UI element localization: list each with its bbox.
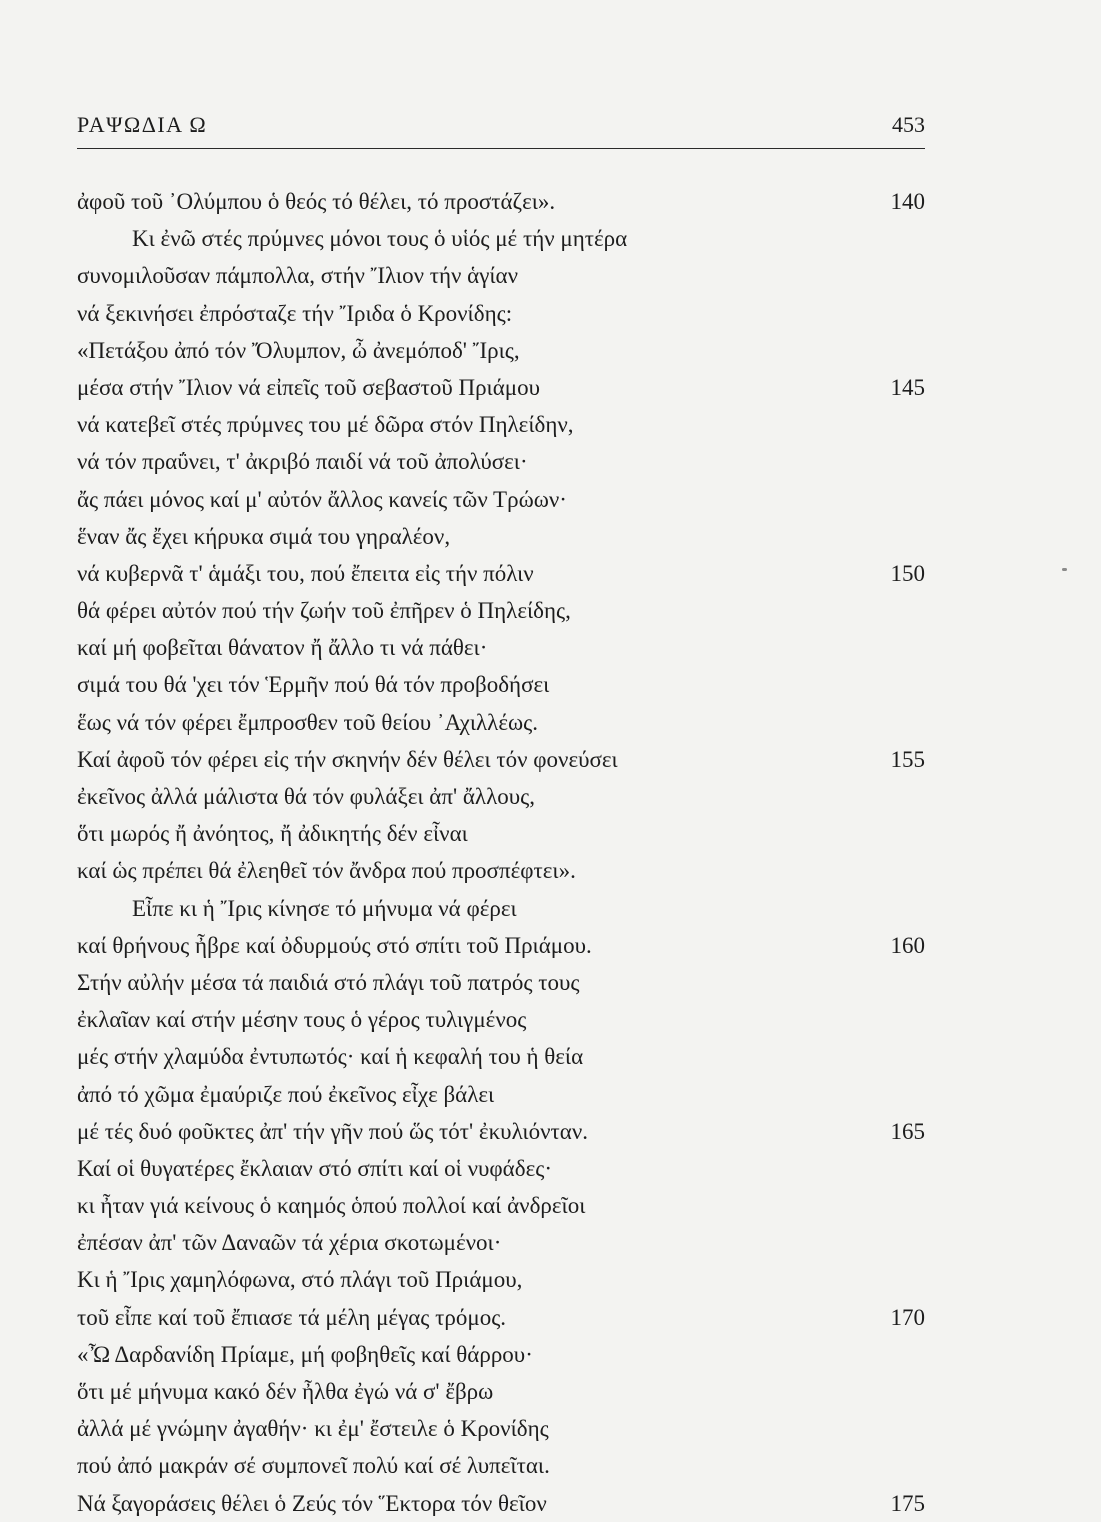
verse-line: [77, 1187, 925, 1224]
page-number: 453: [892, 112, 925, 137]
verse-line: [77, 927, 925, 964]
verse-line: [77, 629, 925, 666]
verse-line: [77, 1336, 925, 1373]
verse-text: Καί οἱ θυγατέρες ἔκλαιαν στό σπίτι καί οἱ νυφάδες·: [77, 1155, 552, 1181]
verse-line: [77, 890, 925, 927]
verse-line: [77, 1485, 925, 1522]
verse-text: Κι ἐνῶ στές πρύμνες μόνοι τους ὁ υἱός μέ τήν μητέρα: [132, 226, 628, 252]
verse-text: ὅτι μωρός ἤ ἀνόητος, ἤ ἀδικητής δέν εἶναι: [77, 821, 468, 847]
verse-text: νά κατεβεῖ στές πρύμνες του μέ δῶρα στόν Πηλείδην,: [77, 412, 574, 438]
verse-text: καί θρήνους ἦβρε καί ὀδυρμούς στό σπίτι τοῦ Πριάμου.: [77, 932, 592, 958]
verse-text: ἀπό τό χῶμα ἐμαύριζε πού ἐκεῖνος εἶχε βάλει: [77, 1081, 495, 1107]
page-header: [77, 112, 925, 142]
verse-text: ἕως νά τόν φέρει ἔμπροσθεν τοῦ θείου ᾿Αχιλλέως.: [77, 709, 538, 735]
verse-text: μέ τές δυό φοῦκτες ἀπ' τήν γῆν πού ὥς τότ' ἐκυλιόνταν.: [77, 1118, 588, 1144]
verse-text: Στήν αὐλήν μέσα τά παιδιά στό πλάγι τοῦ πατρός τους: [77, 969, 580, 995]
verse-line: [77, 1150, 925, 1187]
verse-text: «Πετάξου ἀπό τόν Ὄλυμπον, ὦ ἀνεμόποδ' Ἴρις,: [77, 337, 520, 363]
verse-text: ἄς πάει μόνος καί μ' αὐτόν ἄλλος κανείς τῶν Τρώων·: [77, 486, 567, 512]
line-number: 175: [890, 1490, 925, 1516]
paper-speck: [1062, 568, 1067, 571]
verse-text: θά φέρει αὐτόν πού τήν ζωήν τοῦ ἐπῆρεν ὁ Πηλείδης,: [77, 598, 571, 624]
verse-line: [77, 704, 925, 741]
verse-line: [77, 1076, 925, 1113]
verse-text: μές στήν χλαμύδα ἐντυπωτός· καί ἡ κεφαλή του ἡ θεία: [77, 1044, 584, 1070]
verse-text: Εἶπε κι ἡ Ἴρις κίνησε τό μήνυμα νά φέρει: [132, 895, 517, 921]
verse-text: κι ἦταν γιά κείνους ὁ καημός ὁπού πολλοί καί ἀνδρεῖοι: [77, 1193, 586, 1219]
verse-line: [77, 1410, 925, 1447]
line-number: 145: [890, 374, 925, 400]
verse-line: [77, 741, 925, 778]
verse-text: νά κυβερνᾶ τ' ἁμάξι του, πού ἔπειτα εἰς τήν πόλιν: [77, 560, 534, 586]
verse-text: καί μή φοβεῖται θάνατον ἤ ἄλλο τι νά πάθει·: [77, 635, 488, 661]
verse-text: νά τόν πραΰνει, τ' ἀκριβό παιδί νά τοῦ ἀπολύσει·: [77, 449, 528, 475]
verse-text: ἀλλά μέ γνώμην ἀγαθήν· κι ἐμ' ἔστειλε ὁ Κρονίδης: [77, 1416, 549, 1442]
verse-text: «Ὦ Δαρδανίδη Πρίαμε, μή φοβηθεῖς καί θάρρου·: [77, 1341, 533, 1367]
verse-line: [77, 257, 925, 294]
verse-text: Κι ἡ Ἴρις χαμηλόφωνα, στό πλάγι τοῦ Πριάμου,: [77, 1267, 523, 1293]
verse-text: πού ἀπό μακράν σέ συμπονεῖ πολύ καί σέ λυπεῖται.: [77, 1453, 550, 1479]
verse-line: [77, 1447, 925, 1484]
verse-line: [77, 815, 925, 852]
verse-line: [77, 964, 925, 1001]
line-number: 160: [890, 932, 925, 958]
line-number: 155: [890, 746, 925, 772]
verse-text: καί ὡς πρέπει θά ἐλεηθεῖ τόν ἄνδρα πού προσπέφτει».: [77, 858, 576, 884]
verse-text: μέσα στήν Ἴλιον νά εἰπεῖς τοῦ σεβαστοῦ Πριάμου: [77, 374, 540, 400]
verse-text: Νά ξαγοράσεις θέλει ὁ Ζεύς τόν Ἕκτορα τόν θεῖον: [77, 1490, 547, 1516]
verse-line: [77, 555, 925, 592]
verse-list: [77, 183, 925, 1522]
verse-text: Καί ἀφοῦ τόν φέρει εἰς τήν σκηνήν δέν θέλει τόν φονεύσει: [77, 746, 618, 772]
verse-line: [77, 518, 925, 555]
verse-line: [77, 295, 925, 332]
verse-line: [77, 592, 925, 629]
verse-line: [77, 369, 925, 406]
verse-line: [77, 666, 925, 703]
verse-text: συνομιλοῦσαν πάμπολλα, στήν Ἴλιον τήν ἁγίαν: [77, 263, 519, 289]
header-rule: [77, 148, 925, 149]
verse-text: ὅτι μέ μήνυμα κακό δέν ἦλθα ἐγώ νά σ' ἔβρω: [77, 1379, 494, 1404]
verse-text: ἐκεῖνος ἀλλά μάλιστα θά τόν φυλάξει ἀπ' ἄλλους,: [77, 784, 535, 809]
verse-line: [77, 1373, 925, 1410]
verse-text: ἀφοῦ τοῦ ᾿Ολύμπου ὁ θεός τό θέλει, τό προστάζει».: [77, 189, 556, 214]
line-number: 150: [890, 560, 925, 586]
verse-line: [77, 183, 925, 220]
verse-text: νά ξεκινήσει ἐπρόσταζε τήν Ἴριδα ὁ Κρονίδης:: [77, 300, 513, 326]
verse-line: [77, 1299, 925, 1336]
verse-line: [77, 481, 925, 518]
running-title: ΡΑΨΩΔΙΑ Ω: [77, 112, 208, 137]
verse-text: σιμά του θά 'χει τόν Ἑρμῆν πού θά τόν προβοδήσει: [77, 672, 550, 698]
verse-line: [77, 332, 925, 369]
verse-line: [77, 1261, 925, 1298]
verse-line: [77, 406, 925, 443]
verse-text: ἕναν ἄς ἔχει κήρυκα σιμά του γηραλέον,: [77, 523, 451, 549]
verse-line: [77, 1113, 925, 1150]
verse-line: [77, 1224, 925, 1261]
line-number: 165: [890, 1118, 925, 1144]
verse-line: [77, 852, 925, 889]
line-number: 140: [890, 189, 925, 214]
verse-text: τοῦ εἶπε καί τοῦ ἔπιασε τά μέλη μέγας τρόμος.: [77, 1304, 507, 1330]
verse-line: [77, 1038, 925, 1075]
verse-line: [77, 443, 925, 480]
verse-text: ἐκλαῖαν καί στήν μέσην τους ὁ γέρος τυλιγμένος: [77, 1007, 527, 1033]
verse-line: [77, 778, 925, 815]
line-number: 170: [890, 1304, 925, 1330]
verse-line: [77, 220, 925, 257]
verse-line: [77, 1001, 925, 1038]
verse-text: ἐπέσαν ἀπ' τῶν Δαναῶν τά χέρια σκοτωμένοι·: [77, 1230, 502, 1256]
